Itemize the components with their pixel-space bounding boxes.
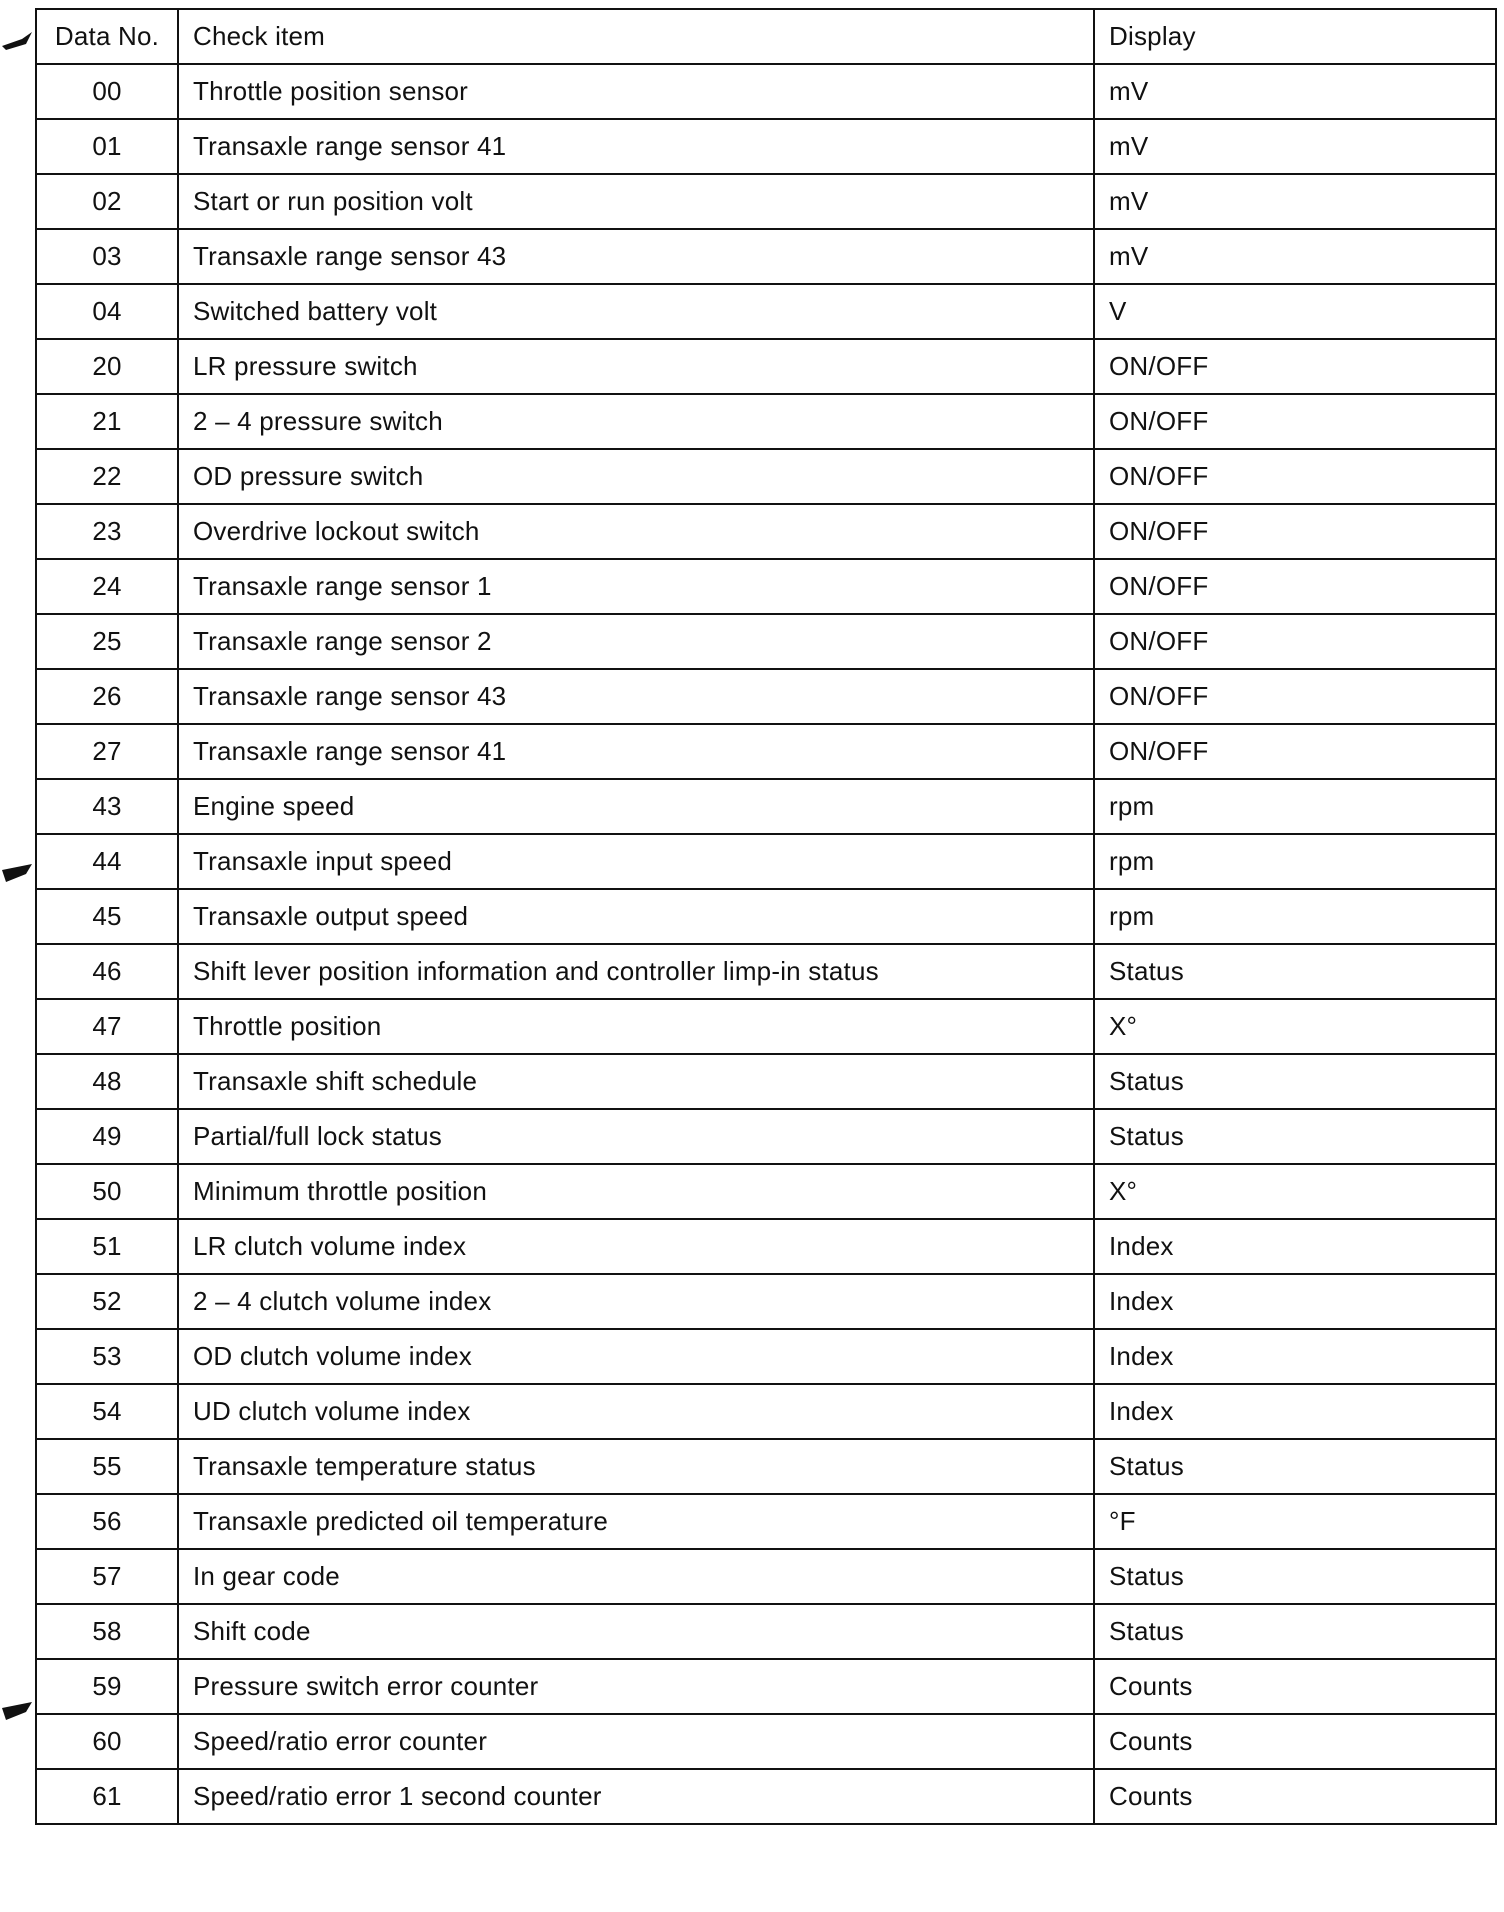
display-unit-cell: V: [1094, 284, 1496, 339]
check-item-cell: In gear code: [178, 1549, 1094, 1604]
check-item-cell: Shift code: [178, 1604, 1094, 1659]
table-row: [36, 1329, 1496, 1384]
data-number-cell: 26: [36, 669, 178, 724]
table-row: [36, 504, 1496, 559]
check-item-cell: Pressure switch error counter: [178, 1659, 1094, 1714]
display-unit-cell: Counts: [1094, 1659, 1496, 1714]
table-row: [36, 119, 1496, 174]
check-item-cell: Transaxle range sensor 41: [178, 724, 1094, 779]
table-row: [36, 1549, 1496, 1604]
display-unit-cell: Index: [1094, 1329, 1496, 1384]
check-item-cell: Start or run position volt: [178, 174, 1094, 229]
data-number-cell: 57: [36, 1549, 178, 1604]
data-number-cell: 43: [36, 779, 178, 834]
check-item-cell: Transaxle range sensor 43: [178, 669, 1094, 724]
check-item-cell: Transaxle input speed: [178, 834, 1094, 889]
check-item-cell: Speed/ratio error 1 second counter: [178, 1769, 1094, 1824]
data-number-cell: 25: [36, 614, 178, 669]
revision-mark-icon: [0, 1700, 34, 1722]
check-item-cell: Transaxle range sensor 1: [178, 559, 1094, 614]
table-row: [36, 669, 1496, 724]
check-item-cell: OD clutch volume index: [178, 1329, 1094, 1384]
table-row: [36, 1604, 1496, 1659]
data-number-cell: 00: [36, 64, 178, 119]
table-row: [36, 1219, 1496, 1274]
data-number-cell: 03: [36, 229, 178, 284]
display-unit-cell: rpm: [1094, 834, 1496, 889]
table-row: [36, 1769, 1496, 1824]
display-unit-cell: °F: [1094, 1494, 1496, 1549]
display-unit-cell: mV: [1094, 64, 1496, 119]
revision-mark-icon: [0, 862, 34, 884]
table-body: [36, 64, 1496, 1824]
display-unit-cell: Status: [1094, 944, 1496, 999]
check-item-cell: Engine speed: [178, 779, 1094, 834]
display-unit-cell: ON/OFF: [1094, 394, 1496, 449]
table-row: [36, 1714, 1496, 1769]
check-item-cell: Transaxle range sensor 43: [178, 229, 1094, 284]
data-number-cell: 47: [36, 999, 178, 1054]
data-number-cell: 56: [36, 1494, 178, 1549]
table-row: [36, 1109, 1496, 1164]
data-number-cell: 52: [36, 1274, 178, 1329]
check-item-cell: 2 – 4 clutch volume index: [178, 1274, 1094, 1329]
table-row: [36, 229, 1496, 284]
display-unit-cell: mV: [1094, 229, 1496, 284]
check-item-cell: Overdrive lockout switch: [178, 504, 1094, 559]
data-number-cell: 49: [36, 1109, 178, 1164]
data-number-cell: 44: [36, 834, 178, 889]
display-unit-cell: mV: [1094, 174, 1496, 229]
table-row: [36, 999, 1496, 1054]
data-number-cell: 01: [36, 119, 178, 174]
data-number-cell: 46: [36, 944, 178, 999]
display-unit-cell: ON/OFF: [1094, 724, 1496, 779]
display-unit-cell: Index: [1094, 1274, 1496, 1329]
data-number-cell: 02: [36, 174, 178, 229]
data-number-cell: 50: [36, 1164, 178, 1219]
display-unit-cell: ON/OFF: [1094, 504, 1496, 559]
check-item-cell: Transaxle temperature status: [178, 1439, 1094, 1494]
check-item-cell: Switched battery volt: [178, 284, 1094, 339]
data-number-cell: 27: [36, 724, 178, 779]
table-row: [36, 1054, 1496, 1109]
display-unit-cell: ON/OFF: [1094, 339, 1496, 394]
display-unit-cell: Status: [1094, 1439, 1496, 1494]
data-number-cell: 54: [36, 1384, 178, 1439]
table-row: [36, 174, 1496, 229]
display-unit-cell: Status: [1094, 1549, 1496, 1604]
display-unit-cell: mV: [1094, 119, 1496, 174]
data-number-cell: 22: [36, 449, 178, 504]
table-row: [36, 944, 1496, 999]
data-number-cell: 53: [36, 1329, 178, 1384]
check-item-cell: LR clutch volume index: [178, 1219, 1094, 1274]
table-row: [36, 1439, 1496, 1494]
check-item-cell: Minimum throttle position: [178, 1164, 1094, 1219]
header-check-item: Check item: [178, 9, 1094, 64]
check-item-cell: Transaxle shift schedule: [178, 1054, 1094, 1109]
display-unit-cell: ON/OFF: [1094, 449, 1496, 504]
display-unit-cell: Counts: [1094, 1769, 1496, 1824]
data-number-cell: 55: [36, 1439, 178, 1494]
header-data-no: Data No.: [36, 9, 178, 64]
display-unit-cell: X°: [1094, 1164, 1496, 1219]
data-number-cell: 20: [36, 339, 178, 394]
check-item-cell: Transaxle range sensor 41: [178, 119, 1094, 174]
check-item-cell: Transaxle predicted oil temperature: [178, 1494, 1094, 1549]
display-unit-cell: ON/OFF: [1094, 614, 1496, 669]
check-item-cell: Shift lever position information and controller limp-in status: [178, 944, 1094, 999]
table-row: [36, 834, 1496, 889]
table-row: [36, 889, 1496, 944]
display-unit-cell: rpm: [1094, 889, 1496, 944]
data-number-cell: 51: [36, 1219, 178, 1274]
check-item-cell: 2 – 4 pressure switch: [178, 394, 1094, 449]
display-unit-cell: Status: [1094, 1109, 1496, 1164]
table-row: [36, 1494, 1496, 1549]
display-unit-cell: Index: [1094, 1384, 1496, 1439]
table-row: [36, 284, 1496, 339]
check-item-cell: Speed/ratio error counter: [178, 1714, 1094, 1769]
data-number-cell: 24: [36, 559, 178, 614]
table-row: [36, 724, 1496, 779]
display-unit-cell: Status: [1094, 1054, 1496, 1109]
check-item-cell: OD pressure switch: [178, 449, 1094, 504]
revision-mark-icon: [0, 30, 34, 52]
display-unit-cell: Index: [1094, 1219, 1496, 1274]
data-number-cell: 45: [36, 889, 178, 944]
data-number-cell: 04: [36, 284, 178, 339]
data-number-cell: 21: [36, 394, 178, 449]
table-row: [36, 394, 1496, 449]
check-item-cell: Transaxle range sensor 2: [178, 614, 1094, 669]
table-row: [36, 559, 1496, 614]
data-number-cell: 60: [36, 1714, 178, 1769]
table-row: [36, 1164, 1496, 1219]
display-unit-cell: rpm: [1094, 779, 1496, 834]
check-item-cell: UD clutch volume index: [178, 1384, 1094, 1439]
display-unit-cell: Counts: [1094, 1714, 1496, 1769]
data-number-cell: 59: [36, 1659, 178, 1714]
check-item-cell: LR pressure switch: [178, 339, 1094, 394]
data-number-cell: 48: [36, 1054, 178, 1109]
table-row: [36, 614, 1496, 669]
table-row: [36, 339, 1496, 394]
table-header-row: [36, 9, 1496, 64]
data-number-cell: 23: [36, 504, 178, 559]
header-display: Display: [1094, 9, 1496, 64]
check-item-cell: Transaxle output speed: [178, 889, 1094, 944]
check-item-cell: Throttle position sensor: [178, 64, 1094, 119]
table-row: [36, 449, 1496, 504]
display-unit-cell: ON/OFF: [1094, 669, 1496, 724]
display-unit-cell: X°: [1094, 999, 1496, 1054]
table-row: [36, 1384, 1496, 1439]
data-number-cell: 61: [36, 1769, 178, 1824]
display-unit-cell: ON/OFF: [1094, 559, 1496, 614]
data-number-cell: 58: [36, 1604, 178, 1659]
table-row: [36, 779, 1496, 834]
data-check-table: [35, 8, 1497, 1825]
table-row: [36, 64, 1496, 119]
table-row: [36, 1659, 1496, 1714]
check-item-cell: Partial/full lock status: [178, 1109, 1094, 1164]
display-unit-cell: Status: [1094, 1604, 1496, 1659]
table-row: [36, 1274, 1496, 1329]
check-item-cell: Throttle position: [178, 999, 1094, 1054]
